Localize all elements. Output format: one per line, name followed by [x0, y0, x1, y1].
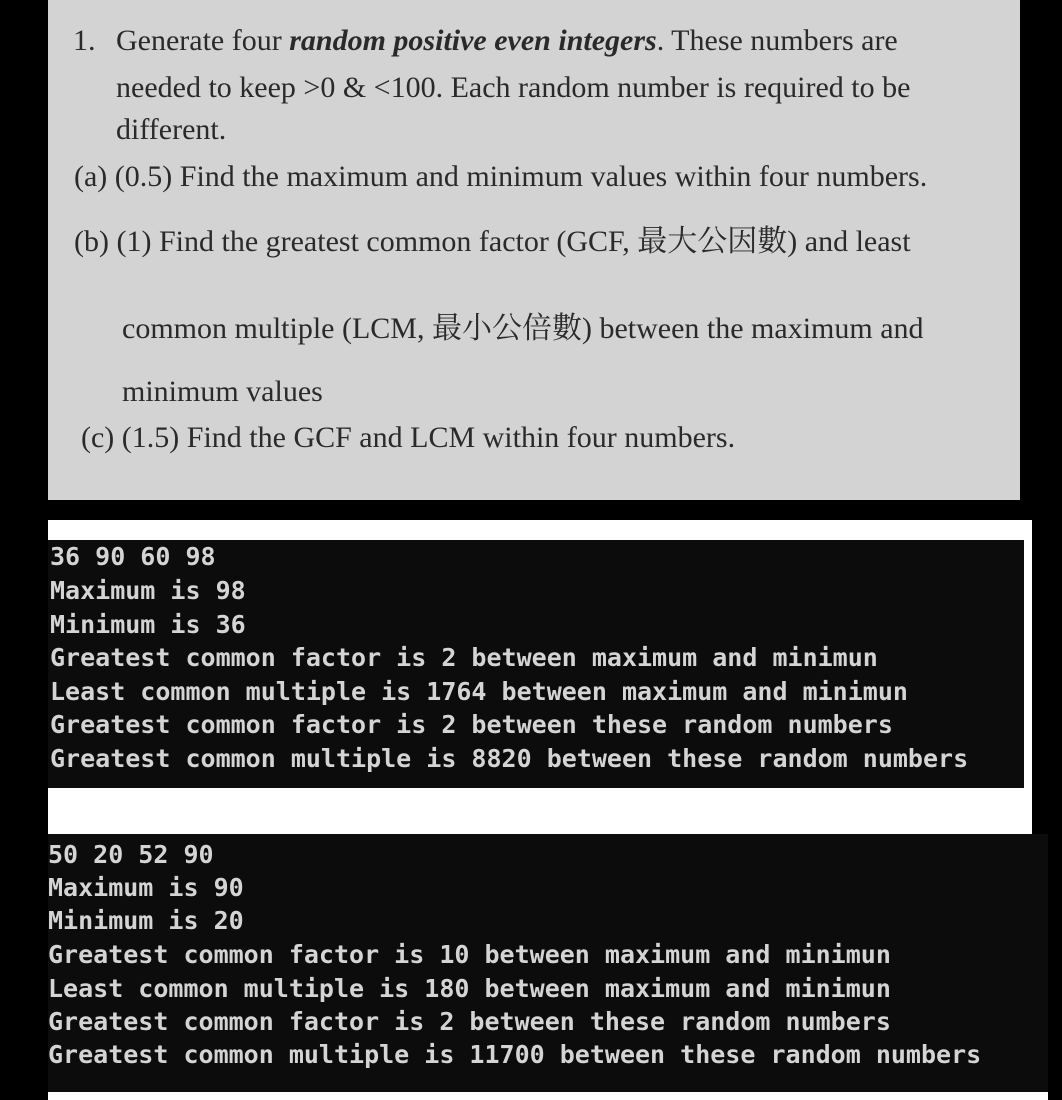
question-line-1-end: . These numbers are — [656, 24, 898, 57]
console-line: Maximum is 98 — [50, 576, 246, 605]
question-number: 1. — [73, 24, 96, 57]
console-line: Greatest common factor is 2 between these random numbers — [50, 710, 893, 739]
question-line-3: different. — [116, 113, 227, 146]
question-line-2: needed to keep >0 & <100. Each random number is required to be — [116, 71, 911, 104]
console-line: 50 20 52 90 — [48, 840, 214, 869]
separator-strip-bottom — [48, 1092, 1048, 1100]
question-part-b-line-3: minimum values — [122, 375, 323, 408]
question-emphasis: random positive even integers — [289, 24, 657, 57]
separator-strip-side — [1024, 540, 1032, 788]
question-sheet — [48, 0, 1020, 500]
console-line: Minimum is 20 — [48, 906, 244, 935]
console-line: Greatest common factor is 2 between maximum and minimun — [50, 643, 878, 672]
console-line: Greatest common factor is 10 between maximum and minimun — [48, 940, 891, 969]
console-line: Greatest common factor is 2 between these random numbers — [48, 1007, 891, 1036]
separator-strip-top — [48, 520, 1032, 540]
console-line: Greatest common multiple is 8820 between these random numbers — [50, 744, 969, 773]
separator-strip-middle — [48, 788, 1032, 834]
console-output-run-2[interactable] — [48, 834, 1048, 1092]
console-output-run-1[interactable] — [48, 540, 1024, 788]
console-line: Least common multiple is 1764 between maximum and minimun — [50, 677, 908, 706]
question-line-1 — [116, 26, 898, 56]
console-line: Least common multiple is 180 between maximum and minimun — [48, 974, 891, 1003]
console-line: Minimum is 36 — [50, 610, 246, 639]
console-line: Greatest common multiple is 11700 between these random numbers — [48, 1040, 982, 1069]
question-part-c: (c) (1.5) Find the GCF and LCM within four numbers. — [81, 421, 736, 454]
question-line-1-start: Generate four — [116, 24, 290, 57]
question-part-a: (a) (0.5) Find the maximum and minimum values within four numbers. — [74, 160, 928, 193]
console-line: Maximum is 90 — [48, 873, 244, 902]
console-line: 36 90 60 98 — [50, 542, 216, 571]
question-part-b-line-2: common multiple (LCM, 最小公倍數) between the maximum and — [122, 312, 924, 345]
question-part-b-line-1: (b) (1) Find the greatest common factor (GCF, 最大公因數) and least — [74, 225, 911, 258]
